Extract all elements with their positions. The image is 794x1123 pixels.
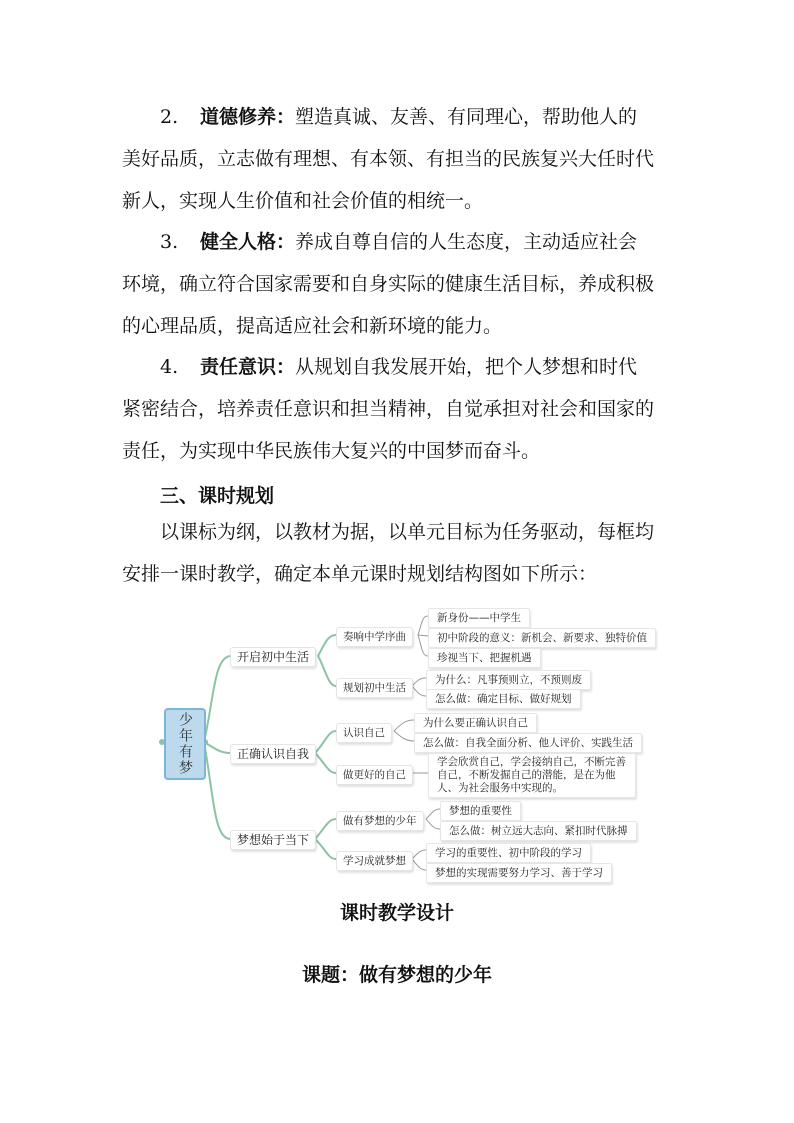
leaf: 梦想的实现需要努力学习、善于学习 (426, 863, 612, 883)
connector (315, 819, 336, 839)
connector (318, 656, 336, 686)
connector (204, 742, 230, 753)
text-line: 新人，实现人生价值和社会价值的相统一。 (122, 190, 484, 212)
text-line: 养成自尊自信的人生态度，主动适应社会 (295, 231, 638, 253)
paragraph-sound-personality (122, 221, 676, 347)
text-line: 的心理品质，提高适应社会和新环境的能力。 (122, 315, 503, 337)
leaf: 学会欣赏自己，学会接纳自己，不断完善自己，不断发掘自己的潜能，是在为他人、为社会服务中实现的。 (428, 753, 636, 798)
topic-dream-youth: 做有梦想的少年 (336, 811, 424, 831)
connector (204, 742, 230, 839)
connector (412, 686, 426, 696)
topic-know-yourself: 认识自己 (336, 723, 392, 743)
connector (412, 859, 426, 870)
leaf: 学习的重要性、初中阶段的学习 (426, 843, 591, 863)
leaf: 怎么做：确定目标、做好规划 (426, 689, 581, 709)
leaf: 为什么：凡事预则立，不预则废 (426, 670, 591, 690)
connector (318, 635, 336, 656)
connector (394, 731, 414, 741)
paragraph-moral-cultivation (122, 96, 676, 222)
text-line: 责任，为实现中华民族伟大复兴的中国梦而奋斗。 (122, 440, 541, 462)
paragraph-intro (122, 511, 676, 595)
item-number: 2. (160, 106, 179, 128)
connector (204, 656, 230, 742)
leaf: 怎么做：自我全面分析、他人评价、实践生活 (414, 733, 642, 753)
topic-middle-school-prelude: 奏响中学序曲 (336, 627, 413, 647)
connector (315, 839, 336, 859)
branch-start-junior-life: 开启初中生活 (230, 647, 316, 667)
lesson-structure-mindmap (150, 598, 670, 883)
connector (394, 720, 414, 731)
leaf: 怎么做：树立远大志向、紧扣时代脉搏 (440, 821, 637, 841)
topic-better-self: 做更好的自己 (336, 765, 413, 785)
connector (418, 635, 428, 636)
text-line: 从规划自我发展开始，把个人梦想和时代 (295, 356, 638, 378)
connector (426, 819, 440, 829)
leaf: 梦想的重要性 (440, 801, 521, 821)
leaf: 珍视当下、把握机遇 (428, 648, 541, 668)
leaf: 新身份——中学生 (428, 608, 530, 628)
item-number: 4. (160, 356, 179, 378)
text-line: 以课标为纲，以教材为据，以单元目标为任务驱动，每框均 (160, 521, 655, 543)
text-line: 安排一课时教学，确定本单元课时规划结构图如下所示： (122, 563, 598, 585)
branch-know-yourself: 正确认识自我 (230, 744, 316, 764)
mindmap-root: 少年有梦 (164, 708, 206, 780)
connector (418, 635, 428, 656)
topic-learning-dream: 学习成就梦想 (336, 851, 413, 871)
connector (315, 731, 336, 753)
leaf: 为什么要正确认识自己 (414, 713, 537, 733)
connector (412, 678, 426, 686)
paragraph-responsibility (122, 346, 676, 472)
item-label: 责任意识： (200, 356, 296, 378)
branch-dream-starts-now: 梦想始于当下 (230, 830, 316, 850)
connector (426, 809, 440, 819)
section-heading: 三、课时规划 (160, 485, 275, 507)
text-line: 美好品质，立志做有理想、有本领、有担当的民族复兴大任时代 (122, 148, 655, 170)
text-line: 塑造真诚、友善、有同理心，帮助他人的 (295, 106, 638, 128)
lesson-title: 课题：做有梦想的少年 (301, 964, 492, 986)
design-title: 课时教学设计 (339, 902, 454, 924)
text-line: 环境，确立符合国家需要和自身实际的健康生活目标，养成积极 (122, 273, 655, 295)
leaf: 初中阶段的意义：新机会、新要求、独特价值 (428, 628, 656, 648)
item-label: 道德修养： (200, 106, 296, 128)
item-number: 3. (160, 231, 179, 253)
connector (315, 753, 336, 773)
topic-plan-junior-life: 规划初中生活 (336, 678, 413, 698)
connector (418, 616, 428, 635)
connector (412, 850, 426, 859)
item-label: 健全人格： (200, 231, 296, 253)
text-line: 紧密结合，培养责任意识和担当精神，自觉承担对社会和国家的 (122, 398, 655, 420)
